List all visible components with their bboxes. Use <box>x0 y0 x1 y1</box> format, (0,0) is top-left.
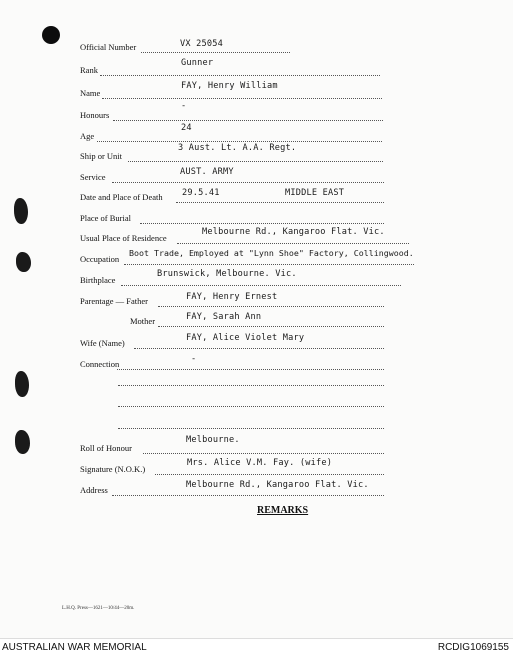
label-honours: Honours <box>80 110 110 120</box>
footer-institution: AUSTRALIAN WAR MEMORIAL <box>2 642 147 653</box>
value-mother: FAY, Sarah Ann <box>186 312 262 322</box>
value-residence: Melbourne Rd., Kangaroo Flat. Vic. <box>202 227 385 237</box>
row-birthplace <box>0 269 513 289</box>
label-death: Date and Place of Death <box>80 192 163 202</box>
footer-record-id: RCDIG1069155 <box>437 642 509 653</box>
label-father: Parentage — Father <box>80 296 148 306</box>
dotted-line <box>102 98 382 99</box>
dotted-line <box>124 264 414 265</box>
printer-imprint: L.H.Q. Press—1621—10/44—20m. <box>62 606 135 611</box>
dotted-line <box>117 369 384 370</box>
dotted-line <box>128 161 383 162</box>
value-address: Melbourne Rd., Kangaroo Flat. Vic. <box>186 480 369 490</box>
value-service: AUST. ARMY <box>180 167 234 177</box>
label-signature: Signature (N.O.K.) <box>80 464 146 474</box>
row-connection <box>0 354 513 373</box>
row-residence <box>0 227 513 247</box>
row-roll-of-honour <box>0 435 513 457</box>
blank-line <box>118 385 384 386</box>
row-father <box>0 292 513 310</box>
remarks-heading: REMARKS <box>257 505 309 516</box>
label-age: Age <box>80 131 95 141</box>
row-wife <box>0 333 513 352</box>
label-birthplace: Birthplace <box>80 275 116 285</box>
value-occupation: Boot Trade, Employed at "Lynn Shoe" Factory, Collingwood. <box>129 248 414 258</box>
label-mother: Mother <box>130 316 156 326</box>
label-roll-of-honour: Roll of Honour <box>80 443 132 453</box>
binding-mark <box>15 371 29 397</box>
row-ship-or-unit <box>0 143 513 165</box>
row-mother <box>0 312 513 330</box>
value-ship-or-unit: 3 Aust. Lt. A.A. Regt. <box>178 143 297 153</box>
row-rank <box>0 58 513 79</box>
dotted-line <box>97 141 382 142</box>
dotted-line <box>143 453 384 454</box>
label-address: Address <box>80 485 108 495</box>
label-residence: Usual Place of Residence <box>80 233 167 243</box>
value-rank: Gunner <box>181 58 214 68</box>
dotted-line <box>140 223 384 224</box>
dotted-line <box>112 182 384 183</box>
value-death-place: MIDDLE EAST <box>285 188 345 198</box>
dotted-line <box>177 243 409 244</box>
dotted-line <box>121 285 401 286</box>
label-burial: Place of Burial <box>80 213 131 223</box>
value-official-number: VX 25054 <box>180 39 223 49</box>
row-honours <box>0 101 513 124</box>
label-rank: Rank <box>80 65 98 75</box>
dotted-line <box>158 306 384 307</box>
row-burial <box>0 213 513 227</box>
value-death-date: 29.5.41 <box>182 188 220 198</box>
row-official-number <box>0 39 513 56</box>
value-roll-of-honour: Melbourne. <box>186 435 240 445</box>
dotted-line <box>134 348 384 349</box>
dotted-line <box>155 474 384 475</box>
row-name <box>0 81 513 102</box>
label-connection: Connection <box>80 359 120 369</box>
dotted-line <box>113 120 383 121</box>
archive-footer <box>0 638 513 655</box>
value-wife: FAY, Alice Violet Mary <box>186 333 305 343</box>
value-name: FAY, Henry William <box>181 81 278 91</box>
blank-line <box>118 428 384 429</box>
label-name: Name <box>80 88 101 98</box>
dotted-line <box>176 202 384 203</box>
label-wife: Wife (Name) <box>80 338 125 348</box>
row-service <box>0 167 513 186</box>
value-connection: - <box>191 354 197 364</box>
dotted-line <box>158 326 384 327</box>
value-signature: Mrs. Alice V.M. Fay. (wife) <box>187 458 333 468</box>
value-birthplace: Brunswick, Melbourne. Vic. <box>157 269 297 279</box>
label-official-number: Official Number <box>80 42 137 52</box>
value-father: FAY, Henry Ernest <box>186 292 278 302</box>
dotted-line <box>112 495 384 496</box>
value-age: 24 <box>181 123 192 133</box>
row-signature <box>0 458 513 478</box>
dotted-line <box>100 75 380 76</box>
row-occupation <box>0 248 513 268</box>
label-occupation: Occupation <box>80 254 120 264</box>
label-ship-or-unit: Ship or Unit <box>80 151 123 161</box>
blank-line <box>118 406 384 407</box>
row-address <box>0 480 513 499</box>
label-service: Service <box>80 172 106 182</box>
dotted-line <box>141 52 290 53</box>
value-honours: - <box>181 101 187 111</box>
row-death <box>0 188 513 206</box>
